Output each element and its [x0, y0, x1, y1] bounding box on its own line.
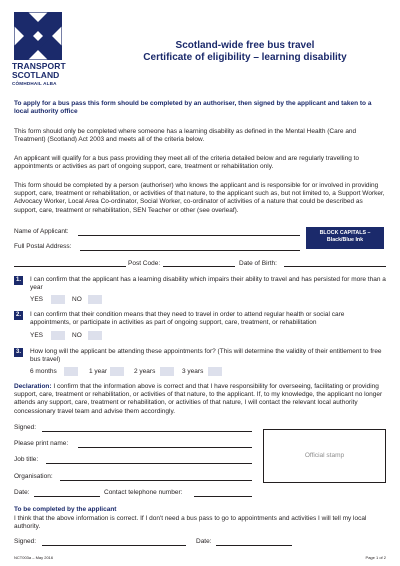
- address-label: Full Postal Address:: [14, 243, 72, 250]
- question-1-yes-checkbox[interactable]: [51, 295, 65, 304]
- authoriser-date-field[interactable]: [34, 496, 100, 497]
- official-stamp-box[interactable]: [263, 429, 386, 483]
- option-2-years-checkbox[interactable]: [160, 367, 174, 376]
- declaration-label: Declaration:: [14, 383, 52, 390]
- job-title-field[interactable]: [46, 463, 252, 464]
- intro-paragraph-2: An applicant will qualify for a bus pass providing they meet all of the criteria detailed below and are regularly travelling to appointments or activities as part of ongoing support, care, treatment or rehabilitation only.: [14, 155, 360, 171]
- phone-label: Contact telephone number:: [104, 489, 183, 496]
- print-name-field[interactable]: [78, 447, 252, 448]
- print-name-label: Please print name:: [14, 440, 69, 447]
- question-3-number: 3.: [15, 349, 21, 355]
- logo-text-scotland: SCOTLAND: [12, 70, 60, 80]
- applicant-name-field[interactable]: [78, 235, 300, 236]
- declaration-body: I confirm that the information above is correct and that I have responsibility for overseeing, facilitating or providing support, care, treatment or rehabilitation, or activities of that nature, to the applicant. If, to my knowledge, the applicant no longer attends any support, care, treatment or rehabilitation, or activities of that nature, I will contact the relevant local authority concessionary travel team and advise them accordingly.: [14, 383, 383, 415]
- intro-heading: To apply for a bus pass this form should be completed by an authoriser, then signed by the applicant and taken to a local authority office: [14, 100, 372, 116]
- job-title-label: Job title:: [14, 456, 39, 463]
- option-3-years-label: 3 years: [182, 368, 204, 375]
- declaration-text: [14, 383, 386, 416]
- logo-text-transport: TRANSPORT: [12, 61, 66, 71]
- question-1-no-checkbox[interactable]: [88, 295, 102, 304]
- option-2-years-label: 2 years: [134, 368, 156, 375]
- applicant-name-label: Name of Applicant:: [14, 228, 69, 235]
- footer-code: NCT003a – May 2016: [14, 555, 54, 560]
- option-1-year-checkbox[interactable]: [110, 367, 124, 376]
- question-2-yes-checkbox[interactable]: [51, 331, 65, 340]
- intro-paragraph-3: This form should be completed by a person (authoriser) who knows the applicant and is responsible for or involved in providing support, care, treatment or rehabilitation, or activities of that nature, to the applicant such as, but not limited to, a Support Worker, Advocacy Worker, Local Area Co-ordinator, Social Worker, co-ordinator of activities of a nature that could be described as support, care, treatment or rehabilitation, SEN Teacher or other (see overleaf).: [14, 182, 385, 214]
- logo-text-gaelic: CÒMHDHAIL ALBA: [12, 81, 57, 86]
- question-2-number: 2.: [15, 312, 21, 318]
- page-subtitle: Certificate of eligibility – learning disability: [143, 52, 347, 63]
- transport-scotland-logo: [14, 12, 62, 60]
- applicant-signed-label: Signed:: [14, 538, 37, 545]
- authoriser-signed-label: Signed:: [14, 424, 37, 431]
- question-1-number: 1.: [15, 277, 21, 283]
- footer-page: Page 1 of 2: [365, 555, 386, 560]
- question-2-text: I can confirm that their condition means that they need to travel in order to attend regular health or social care appointments, or participate in activities as part of ongoing support, care, treatment, or rehabilitation: [30, 311, 345, 327]
- question-1-no-label: NO: [72, 296, 82, 303]
- address-field-line-2[interactable]: [14, 266, 126, 267]
- organisation-field[interactable]: [60, 480, 252, 481]
- applicant-signature-field[interactable]: [42, 545, 186, 546]
- postcode-field[interactable]: [163, 266, 235, 267]
- address-field[interactable]: [80, 250, 300, 251]
- question-1-text: I can confirm that the applicant has a learning disability which impairs their ability to travel and has persisted for more than a year: [30, 276, 386, 292]
- page-title: Scotland-wide free bus travel: [175, 40, 315, 51]
- option-6-months-label: 6 months: [30, 368, 57, 375]
- question-2-no-checkbox[interactable]: [88, 331, 102, 340]
- dob-label: Date of Birth:: [239, 260, 277, 267]
- intro-paragraph-1: This form should only be completed where someone has a learning disability as defined in the Mental Health (Care and Treatment) (Scotland) Act 2003 and meets all of the criteria below.: [14, 128, 357, 144]
- applicant-date-field[interactable]: [216, 545, 292, 546]
- postcode-label: Post Code:: [128, 260, 161, 267]
- option-3-years-checkbox[interactable]: [208, 367, 222, 376]
- applicant-section-heading: To be completed by the applicant: [14, 506, 117, 513]
- option-1-year-label: 1 year: [89, 368, 108, 375]
- applicant-section-text: I think that the above information is correct. If I don't need a bus pass to go to appointments and activities I will tell my local authority.: [14, 515, 367, 531]
- dob-field[interactable]: [284, 266, 386, 267]
- option-6-months-checkbox[interactable]: [64, 367, 78, 376]
- block-capitals-badge: [306, 227, 384, 249]
- block-capitals-text: BLOCK CAPITALS –: [319, 230, 371, 236]
- question-3-text: How long will the applicant be attending these appointments for? (This will determine the validity of their entitlement to free bus travel): [30, 348, 382, 364]
- organisation-label: Organisation:: [14, 473, 53, 480]
- official-stamp-label: Official stamp: [304, 452, 345, 459]
- question-2-yes-label: YES: [30, 332, 44, 339]
- applicant-date-label: Date:: [196, 538, 212, 545]
- question-2-no-label: NO: [72, 332, 82, 339]
- phone-field[interactable]: [194, 496, 252, 497]
- authoriser-signature-field[interactable]: [42, 431, 252, 432]
- ink-text: Black/Blue Ink: [326, 237, 364, 243]
- question-1-yes-label: YES: [30, 296, 44, 303]
- authoriser-date-label: Date:: [14, 489, 30, 496]
